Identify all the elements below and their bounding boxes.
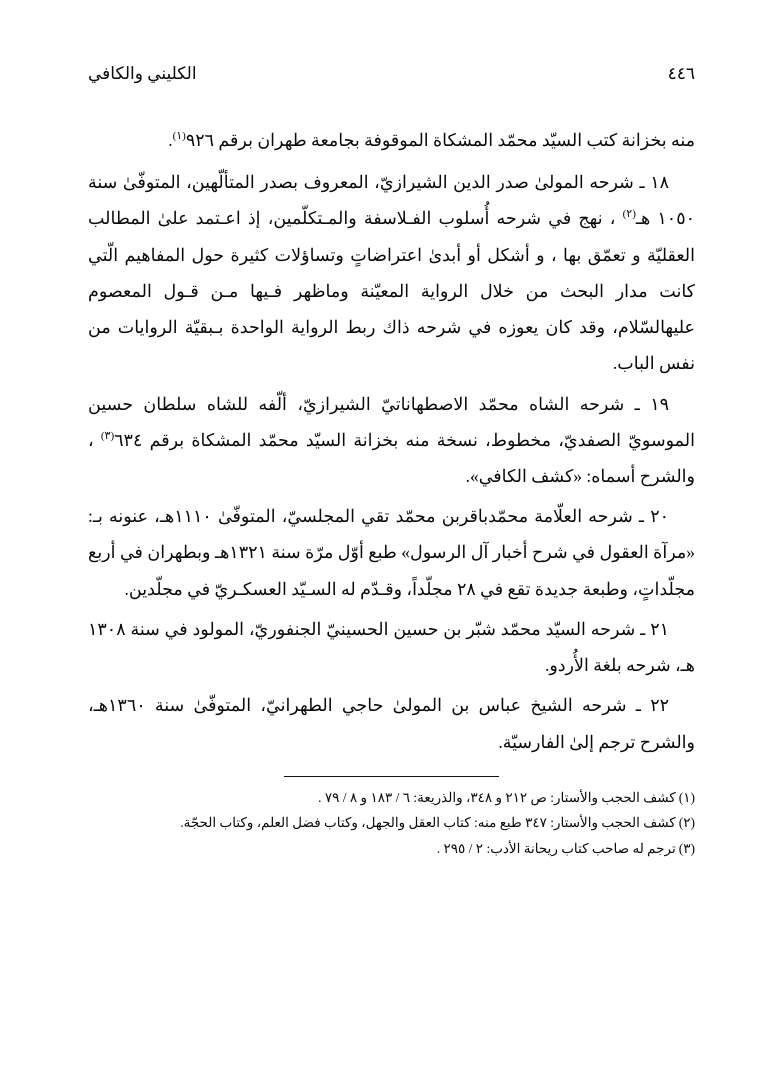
footnote-ref-3[interactable]: (٣) xyxy=(100,429,115,442)
paragraph-text: منه بخزانة كتب السيّد محمّد المشكاة الموقوفة بجامعة طهران برقم ٩٢٦ xyxy=(185,130,695,150)
footnote-text: كشف الحجب والأستار: ٣٤٧ طبع منه: كتاب العقل والجهل، وكتاب فضل العلم، وكتاب الحجّة. xyxy=(180,815,676,831)
page-number: ٤٤٦ xyxy=(667,64,695,83)
footnote-ref-1[interactable]: (١) xyxy=(172,130,186,143)
footnote-2 xyxy=(88,811,695,836)
footnote-marker: (٣) xyxy=(678,840,695,856)
paragraph-item-21: ٢١ ـ شرحه السيّد محمّد شبّر بن حسين الحسينيّ الجنفوريّ، المولود في سنة ١٣٠٨ هـ، شرحه بلغة الأُردو. xyxy=(88,618,695,676)
footnote-separator xyxy=(284,776,499,777)
footnotes-section xyxy=(88,786,695,862)
paragraph-item-18 xyxy=(88,164,695,381)
footnote-marker: (٢) xyxy=(678,815,695,831)
footnote-text: كشف الحجب والأستار: ص ٢١٢ و ٣٤٨، والذريعة: ٦ / ١٨٣ و ٨ / ٧٩ . xyxy=(318,789,676,805)
paragraph-intro xyxy=(88,122,695,158)
footnote-text: ترجم له صاحب كتاب ريحانة الأدب: ٢ / ٢٩٥ . xyxy=(436,840,676,856)
paragraph-item-22: ٢٢ ـ شرحه الشيخ عباس بن المولىٰ حاجي الطهرانيّ، المتوفّىٰ سنة ١٣٦٠هـ، والشرح ترجم إلىٰ الفارسيّة. xyxy=(88,695,695,752)
page-body xyxy=(88,122,695,760)
paragraph-item-19 xyxy=(88,386,695,495)
book-title: الكليني والكافي xyxy=(88,64,197,83)
paragraph-tail: ، والشرح أسماه: «كشف الكافي». xyxy=(88,429,695,486)
paragraph-tail: ، نهج في شرحه أُسلوب الفـلاسفة والمـتكلّمين، إذ اعـتمد علىٰ المطالب العقليّة و تعمّق بها ، و أشكل أو أبدىٰ اعتراضاتٍ وتساؤلات كثيرة حول المفاهيم الّتي كانت مدار البحث من خلال الرواية المعيّنة وماظهر فـيها مـن قـول المعصوم عليهالسّلام، وقد كان يعوزه في شرحه ذاك ربط الرواية الواحدة بـبقيّة الروايات من نفس الباب. xyxy=(88,208,695,374)
paragraph-tail: . xyxy=(168,130,173,150)
paragraph-text: ١٨ ـ شرحه المولىٰ صدر الدين الشيرازيّ، المعروف بصدر المتألّهين، المتوفّىٰ سنة ١٠٥٠ هـ xyxy=(88,172,695,229)
footnote-marker: (١) xyxy=(678,789,695,805)
paragraph-text: ١٩ ـ شرحه الشاه محمّد الاصطهاناتيّ الشيرازيّ، ألّفه للشاه سلطان حسين الموسويّ الصفديّ، مخطوط، نسخة منه بخزانة السيّد محمّد المشكاة برقم ٦٣٤ xyxy=(88,393,695,450)
footnote-1 xyxy=(88,786,695,811)
footnote-3 xyxy=(88,837,695,862)
footnote-ref-2[interactable]: (٢) xyxy=(622,208,636,221)
paragraph-item-20: ٢٠ ـ شرحه العلّامة محمّدباقربن محمّد تقي المجلسيّ، المتوفّىٰ ١١١٠هـ، عنونه بـ: «مرآة العقول في شرح أخبار آل الرسول» طبع أوّل مرّة سنة ١٣٢١هـ وبطهران في أربع مجلّداتٍ، وطبعة جديدة تقع في ٢٨ مجلّداً، وقـدّم له السـيّد العسكـريّ في مجلّدين. xyxy=(88,506,695,599)
page-header xyxy=(88,64,695,84)
